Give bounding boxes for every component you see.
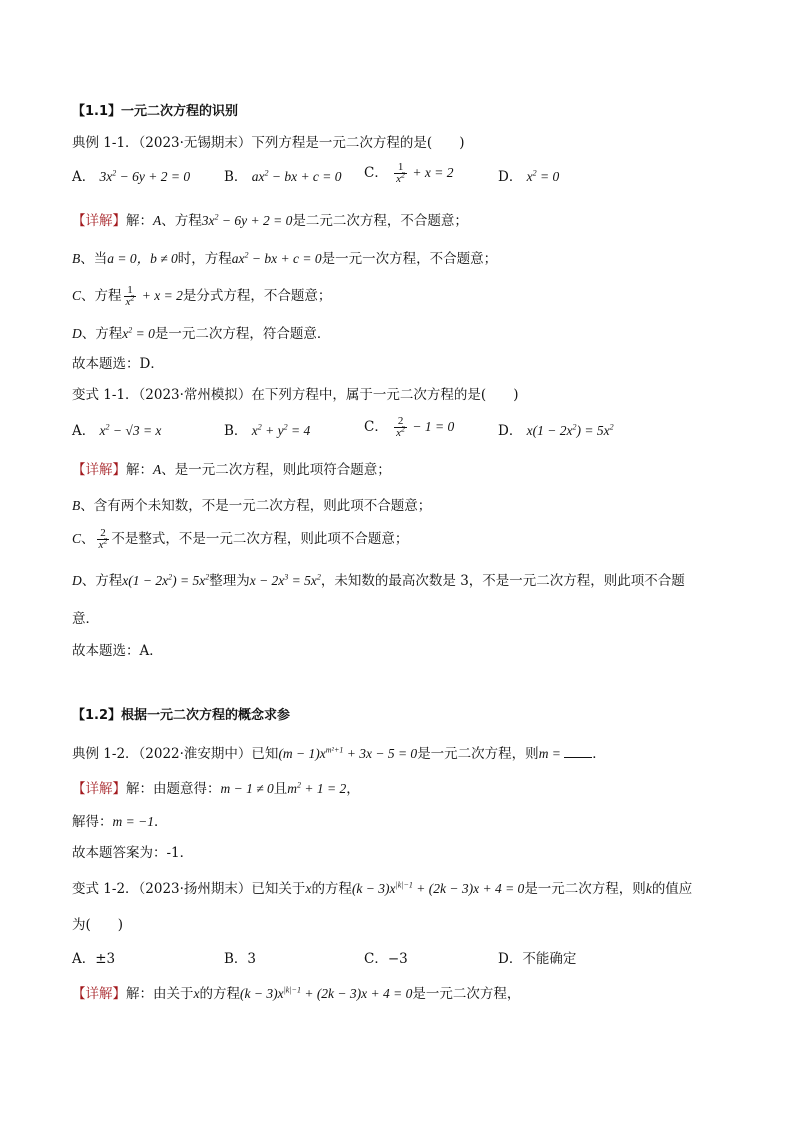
question-stem: 变式 1-1．（2023·常州模拟）在下列方程中，属于一元二次方程的是( ) <box>72 387 519 403</box>
answer-blank <box>564 745 592 758</box>
options-row <box>72 950 732 970</box>
question-stem: 变式 1-2．（2023·扬州期末）已知关于x的方程$(k - 3)x^{|k|-1} + (2k - 3)x + 4 = 0$是一元二次方程，则k的值应 <box>72 880 693 897</box>
answer-line: D、方程$x(1 - 2x^2) = 5x^2$整理为$x - 2x^3 = 5x^2$，未知数的最高次数是 3，不是一元二次方程，则此项不合题 <box>72 572 685 589</box>
answer-line: 【详解】解：由关于x的方程$(k - 3)x^{|k|-1} + (2k - 3)x + 4 = 0$是一元二次方程， <box>72 985 521 1002</box>
answer-line: 【详解】解：A、是一元二次方程，则此项符合题意； <box>72 462 391 478</box>
option-c: C． $\frac{1}{x^2}$ + x = 2 <box>364 161 454 185</box>
section-title: 【1.2】根据一元二次方程的概念求参 <box>72 708 291 723</box>
question-stem: 典例 1-2．（2022·淮安期中）已知$(m - 1)x^{m^2+1} + 3x - 5 = 0$是一元二次方程，则m = ． <box>72 745 606 762</box>
option-b: B．3 <box>224 951 257 967</box>
answer-line: B、当a = 0，b ≠ 0时，方程$ax^2$ − bx + c = 0是一元一次方程，不合题意； <box>72 250 498 267</box>
answer-conclusion: 故本题选：A． <box>72 643 163 659</box>
option-b: B． $x^2 + y^2 = 4$ <box>224 422 311 439</box>
answer-line: D、方程$x^2 = 0$是一元二次方程，符合题意． <box>72 325 331 342</box>
answer-conclusion: 故本题答案为：-1． <box>72 845 194 861</box>
answer-line: C、方程 $\frac{1}{x^2}$ + x = 2是分式方程，不合题意； <box>72 284 332 308</box>
options-row <box>72 415 732 444</box>
option-d: D． $x(1 - 2x^2) = 5x^2$ <box>498 422 614 439</box>
option-a: A． $3x^2 - 6y + 2 = 0$ <box>72 168 191 185</box>
option-c: C．−3 <box>364 951 408 967</box>
question-stem: 典例 1-1．（2023·无锡期末）下列方程是一元二次方程的是( ) <box>72 135 465 151</box>
option-d: D． $x^2 = 0$ <box>498 168 560 185</box>
answer-line: C、 $\frac{2}{x^2}$ 不是整式，不是一元二次方程，则此项不合题意； <box>72 527 409 551</box>
section-title: 【1.1】一元二次方程的识别 <box>72 104 239 119</box>
option-d: D．不能确定 <box>498 951 577 967</box>
question-stem-cont: 为( ) <box>72 917 124 933</box>
answer-line: B、含有两个未知数，不是一元二次方程，则此项不合题意； <box>72 498 432 514</box>
answer-line: 【详解】解：由题意得：m − 1 ≠ 0且$m^2 + 1 = 2$， <box>72 780 360 797</box>
option-b: B． $ax^2$ − bx + c = 0 <box>224 168 342 185</box>
answer-conclusion: 故本题选：D． <box>72 356 164 372</box>
option-c: C． $\frac{2}{x^2}$ − 1 = 0 <box>364 415 455 439</box>
option-a: A． $x^2 - √3 = x$ <box>72 422 162 439</box>
answer-line: 解得：m = −1． <box>72 814 168 830</box>
answer-line: 意． <box>72 611 99 627</box>
answer-line: 【详解】解：A、方程$3x^2 - 6y + 2 = 0$是二元二次方程，不合题意； <box>72 212 468 229</box>
option-a: A．±3 <box>72 951 116 967</box>
options-row <box>72 161 732 190</box>
